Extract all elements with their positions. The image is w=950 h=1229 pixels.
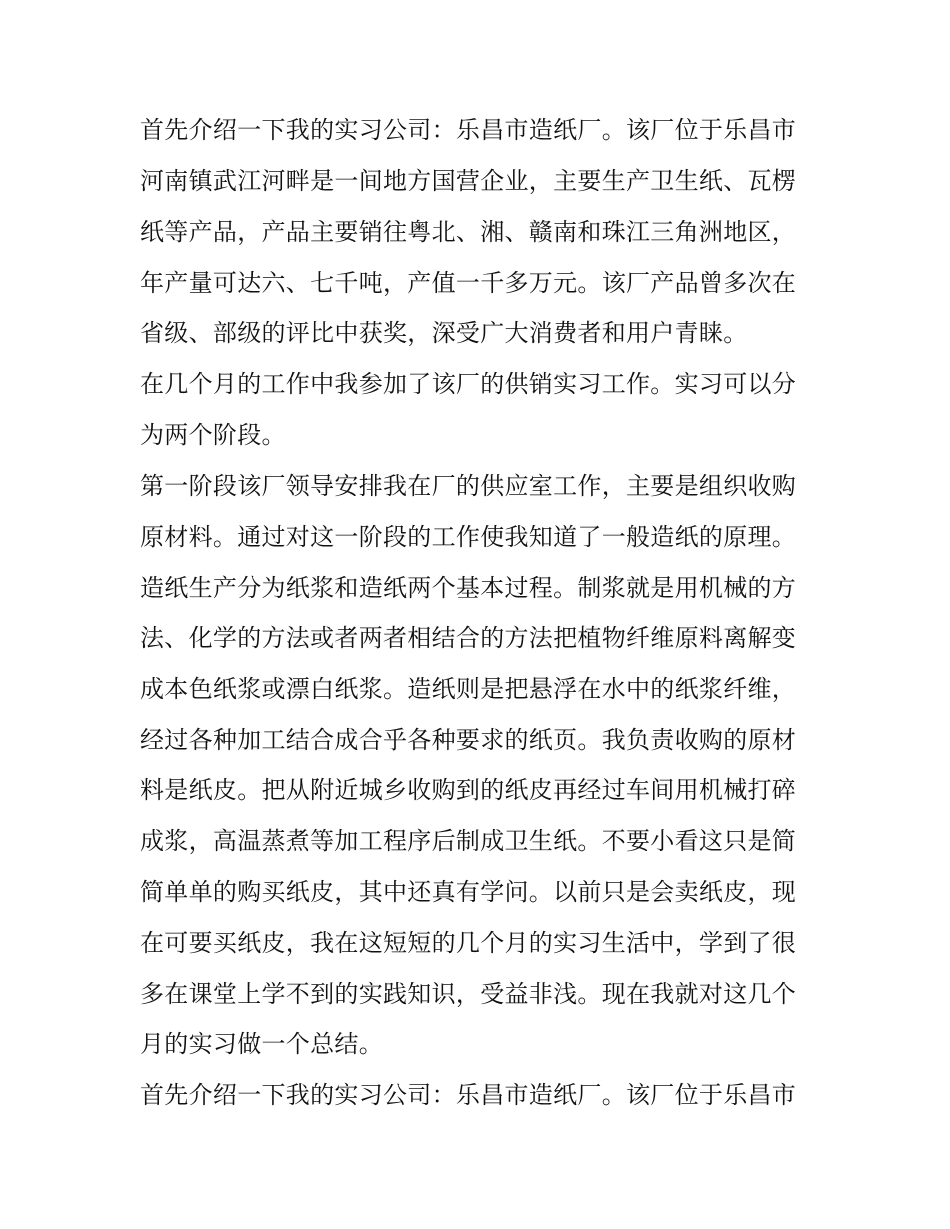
text-line: 原材料。通过对这一阶段的工作使我知道了一般造纸的原理。: [140, 523, 797, 551]
text-line: 第一阶段该厂领导安排我在厂的供应室工作，主要是组织收购: [140, 472, 797, 500]
text-line: 首先介绍一下我的实习公司：乐昌市造纸厂。该厂位于乐昌市: [140, 1081, 797, 1109]
text-line: 经过各种加工结合成合乎各种要求的纸页。我负责收购的原材: [140, 726, 797, 754]
text-line: 料是纸皮。把从附近城乡收购到的纸皮再经过车间用机械打碎: [140, 776, 797, 804]
text-line: 年产量可达六、七千吨，产值一千多万元。该厂产品曾多次在: [140, 269, 797, 297]
text-line: 多在课堂上学不到的实践知识，受益非浅。现在我就对这几个: [140, 980, 797, 1008]
text-line: 首先介绍一下我的实习公司：乐昌市造纸厂。该厂位于乐昌市: [140, 116, 797, 144]
text-line: 在几个月的工作中我参加了该厂的供销实习工作。实习可以分: [140, 370, 797, 398]
text-line: 成浆，高温蒸煮等加工程序后制成卫生纸。不要小看这只是简: [140, 827, 797, 855]
text-line: 纸等产品，产品主要销往粤北、湘、赣南和珠江三角洲地区，: [140, 218, 797, 246]
text-line: 在可要买纸皮，我在这短短的几个月的实习生活中，学到了很: [140, 929, 797, 957]
text-line: 河南镇武江河畔是一间地方国营企业，主要生产卫生纸、瓦楞: [140, 167, 797, 195]
text-line: 造纸生产分为纸浆和造纸两个基本过程。制浆就是用机械的方: [140, 574, 797, 602]
text-line: 为两个阶段。: [140, 421, 286, 449]
text-line: 简单单的购买纸皮，其中还真有学问。以前只是会卖纸皮，现: [140, 878, 797, 906]
text-line: 法、化学的方法或者两者相结合的方法把植物纤维原料离解变: [140, 624, 797, 652]
text-line: 月的实习做一个总结。: [140, 1030, 383, 1058]
text-line: 省级、部级的评比中获奖，深受广大消费者和用户青睐。: [140, 319, 748, 347]
text-line: 成本色纸浆或漂白纸浆。造纸则是把悬浮在水中的纸浆纤维，: [140, 675, 797, 703]
